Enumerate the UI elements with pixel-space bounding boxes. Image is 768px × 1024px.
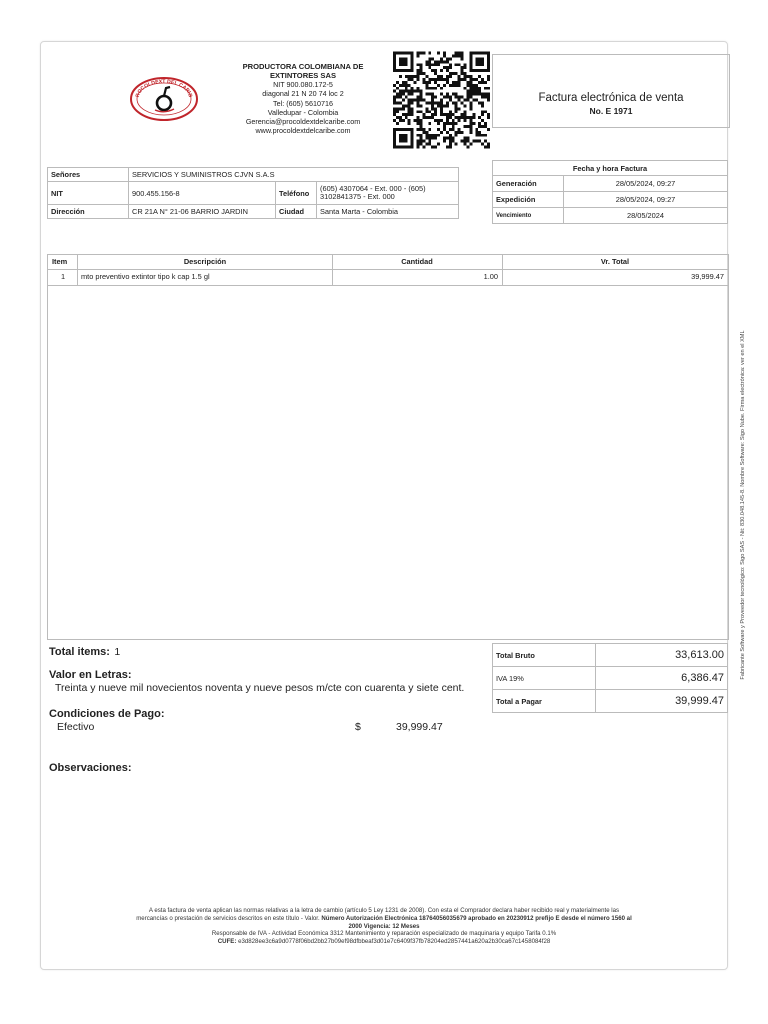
client-row-senores bbox=[48, 168, 459, 182]
cufe-label: CUFE: bbox=[217, 938, 237, 946]
header-item: Item bbox=[52, 257, 68, 266]
legal-footer bbox=[61, 907, 707, 946]
invoice-number: No. E 1971 bbox=[589, 106, 633, 116]
total-bruto-label: Total Bruto bbox=[493, 644, 596, 667]
row-descripcion: mto preventivo extintor tipo k cap 1.5 gl bbox=[81, 272, 210, 281]
client-row-direccion bbox=[48, 205, 459, 219]
vencimiento-value: 28/05/2024 bbox=[564, 208, 728, 224]
row-cantidad: 1.00 bbox=[483, 272, 498, 281]
footer-line-2-text: mercancías o prestación de servicios descritos en este título - Valor. bbox=[136, 914, 320, 922]
company-email: Gerencia@procoldextdelcaribe.com bbox=[245, 117, 361, 127]
nit-label: NIT bbox=[48, 182, 129, 205]
dates-header: Fecha y hora Factura bbox=[493, 161, 728, 176]
header-cantidad: Cantidad bbox=[401, 257, 433, 266]
valor-letras-label: Valor en Letras: bbox=[49, 669, 132, 681]
company-web: www.procoldextdelcaribe.com bbox=[255, 126, 351, 136]
footer-line-2 bbox=[61, 915, 707, 923]
total-pagar-label: Total a Pagar bbox=[493, 690, 596, 713]
client-phone: (605) 4307064 - Ext. 000 - (605) 3102841375 - Ext. 000 bbox=[317, 182, 459, 205]
company-logo bbox=[129, 76, 199, 122]
expedicion-label: Expedición bbox=[493, 192, 564, 208]
telefono-label: Teléfono bbox=[276, 182, 317, 205]
vencimiento-label: Vencimiento bbox=[493, 208, 564, 224]
client-table bbox=[47, 167, 459, 219]
total-pagar-value: 39,999.47 bbox=[596, 690, 728, 713]
qr-code bbox=[393, 51, 490, 149]
row-total: 39,999.47 bbox=[691, 272, 724, 281]
observaciones-label: Observaciones: bbox=[49, 762, 132, 774]
items-header bbox=[48, 255, 728, 270]
total-items-label: Total items: bbox=[49, 646, 110, 658]
header-descripcion: Descripción bbox=[183, 257, 227, 266]
invoice-title: Factura electrónica de venta bbox=[538, 92, 684, 104]
condicion-pago: Efectivo bbox=[57, 721, 95, 733]
company-nit: NIT 900.080.172-5 bbox=[273, 80, 333, 89]
client-nit: 900.455.156-8 bbox=[129, 182, 276, 205]
currency-symbol: $ bbox=[355, 721, 361, 733]
company-address: diagonal 21 N 20 74 loc 2 bbox=[262, 89, 344, 99]
column-divider bbox=[332, 255, 333, 285]
client-name: SERVICIOS Y SUMINISTROS CJVN S.A.S bbox=[129, 168, 459, 182]
company-info bbox=[233, 62, 373, 136]
company-phone: Tel: (605) 5610716 bbox=[273, 98, 333, 108]
cufe-value: e3d828ee3c6a9d0778f06bd2bb27b09ef98dfbbeaf3d01e7c6409f37fb78204ed2857441a620a2b30ca67c1458084f28 bbox=[238, 938, 551, 946]
company-name-2: EXTINTORES SAS bbox=[269, 71, 337, 80]
software-provider-note bbox=[737, 295, 749, 715]
valor-letras: Treinta y nueve mil novecientos noventa y nueve pesos m/cte con cuarenta y siete cent. bbox=[55, 682, 465, 694]
row-item: 1 bbox=[60, 272, 66, 281]
direccion-label: Dirección bbox=[48, 205, 129, 219]
total-bruto-value: 33,613.00 bbox=[596, 644, 728, 667]
invoice-title-box bbox=[492, 54, 730, 128]
generacion-value: 28/05/2024, 09:27 bbox=[564, 176, 728, 192]
condiciones-label: Condiciones de Pago: bbox=[49, 708, 165, 720]
senores-label: Señores bbox=[48, 168, 129, 182]
svg-text:PROCOLDEXT DEL CARIBE: ROCOLDEXT DEL CARIB bbox=[134, 79, 194, 99]
total-items bbox=[49, 642, 120, 660]
client-city: Santa Marta - Colombia bbox=[317, 205, 459, 219]
client-row-nit bbox=[48, 182, 459, 205]
company-name: PRODUCTORA COLOMBIANA DE bbox=[242, 62, 364, 71]
software-provider-text: Fabricante Software y Proveedor tecnológico: Sigo SAS - Nit: 830.048.145-8. Nombre Software: Sigo Nube. Firma electrónica: ver en el XML bbox=[740, 330, 746, 680]
table-row bbox=[48, 270, 728, 286]
totals-table bbox=[492, 643, 728, 713]
column-divider bbox=[502, 255, 503, 285]
client-address: CR 21A N° 21-06 BARRIO JARDIN bbox=[129, 205, 276, 219]
footer-line-4: Responsable de IVA - Actividad Económica 3312 Mantenimiento y reparación especializado de maquinaria y equipo Tarifa 0.1% bbox=[211, 930, 557, 938]
ciudad-label: Ciudad bbox=[276, 205, 317, 219]
condicion-valor: 39,999.47 bbox=[396, 721, 443, 733]
footer-cufe bbox=[61, 938, 707, 946]
dates-table bbox=[492, 160, 728, 224]
total-items-value: 1 bbox=[114, 646, 121, 658]
footer-authorization: Número Autorización Electrónica 18764056035679 aprobado en 20230912 prefijo E desde el número 1560 al bbox=[321, 914, 632, 922]
items-table bbox=[47, 254, 729, 640]
company-city: Valledupar - Colombia bbox=[267, 107, 339, 117]
footer-line-3: 2000 Vigencia: 12 Meses bbox=[348, 922, 420, 930]
iva-value: 6,386.47 bbox=[596, 667, 728, 690]
iva-label: IVA 19% bbox=[493, 667, 596, 690]
expedicion-value: 28/05/2024, 09:27 bbox=[564, 192, 728, 208]
generacion-label: Generación bbox=[493, 176, 564, 192]
invoice-page bbox=[40, 41, 746, 970]
column-divider bbox=[77, 255, 78, 285]
header-total: Vr. Total bbox=[600, 257, 630, 266]
footer-line-1: A esta factura de venta aplican las normas relativas a la letra de cambio (artículo 5 Ley 1231 de 2008). Con esta el Comprador declara haber recibido real y materialmente las bbox=[148, 907, 620, 914]
